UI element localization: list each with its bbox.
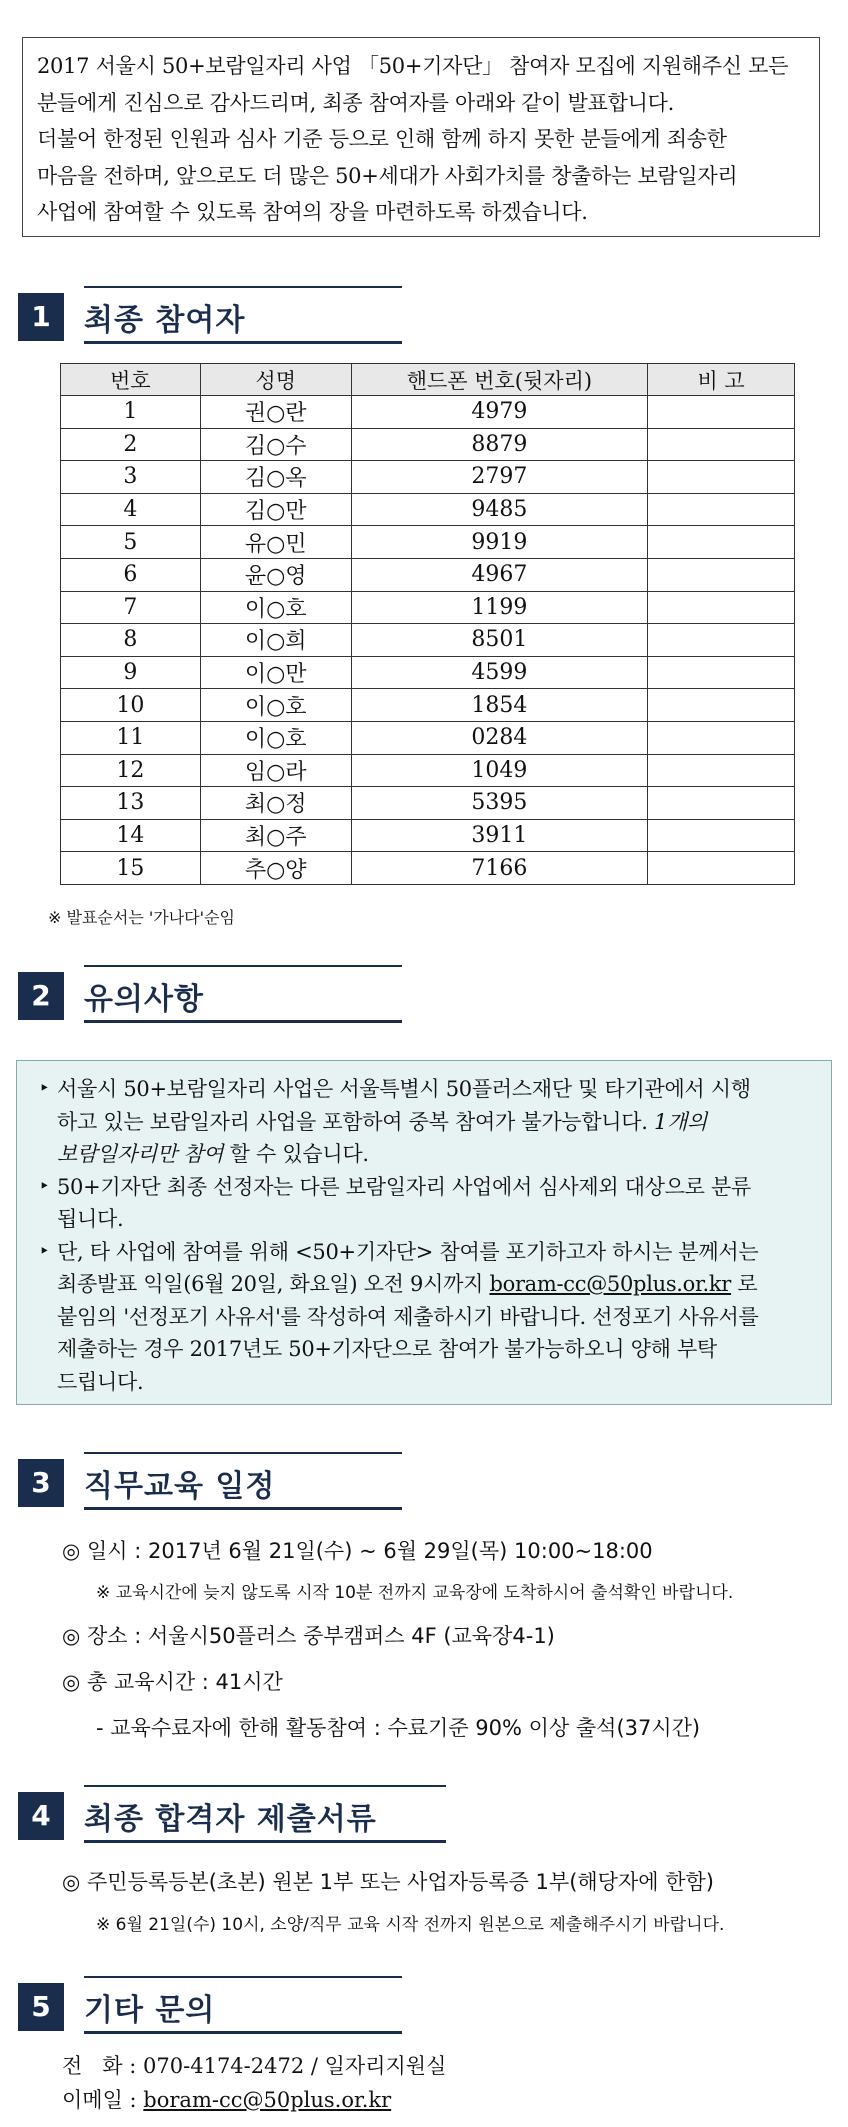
header-remarks: 비 고 — [648, 364, 795, 396]
cell-number: 12 — [61, 754, 201, 787]
schedule-place: ◎ 장소 : 서울시50플러스 중부캠퍼스 4F (교육장4-1) — [62, 1624, 555, 1648]
notice-text: 제출하는 경우 2017년도 50+기자단으로 참여가 불가능하오니 양해 부탁 — [57, 1337, 717, 1361]
cell-name: 김○만 — [200, 493, 351, 526]
schedule-hours: ◎ 총 교육시간 : 41시간 — [62, 1670, 283, 1694]
table-row — [61, 526, 795, 559]
notice-text: 50+기자단 최종 선정자는 다른 보람일자리 사업에서 심사제외 대상으로 분류 — [57, 1174, 751, 1199]
cell-number: 8 — [61, 624, 201, 657]
cell-name: 이○호 — [200, 721, 351, 754]
cell-name: 유○민 — [200, 526, 351, 559]
cell-phone: 2797 — [351, 461, 648, 494]
section-title: 최종 합격자 제출서류 — [84, 1802, 377, 1837]
schedule-date-note: ※ 교육시간에 늦지 않도록 시작 10분 전까지 교육장에 도착하시어 출석확인 바랍니다. — [96, 1583, 734, 1603]
notice-text: 할 수 있습니다. — [229, 1142, 369, 1166]
section-title: 기타 문의 — [84, 1993, 216, 2028]
section-title: 유의사항 — [84, 982, 204, 1017]
cell-phone: 8879 — [351, 428, 648, 461]
cell-phone: 5395 — [351, 787, 648, 820]
cell-phone: 1199 — [351, 591, 648, 624]
cell-remarks — [648, 721, 795, 754]
cell-number: 4 — [61, 493, 201, 526]
cell-phone: 7166 — [351, 852, 648, 885]
cell-number: 3 — [61, 461, 201, 494]
cell-name: 최○주 — [200, 819, 351, 852]
table-row — [61, 689, 795, 722]
notice-text: 붙임의 '선정포기 사유서'를 작성하여 제출하시기 바랍니다. 선정포기 사유서를 — [57, 1304, 759, 1329]
table-row — [61, 721, 795, 754]
contact-email-label: 이메일 : — [62, 2088, 137, 2112]
cell-phone: 1049 — [351, 754, 648, 787]
header-phone: 핸드폰 번호(뒷자리) — [351, 364, 648, 396]
cell-phone: 9485 — [351, 493, 648, 526]
cell-name: 권○란 — [200, 396, 351, 429]
cell-number: 2 — [61, 428, 201, 461]
table-row — [61, 493, 795, 526]
header-rule — [84, 1507, 402, 1510]
cell-phone: 4599 — [351, 656, 648, 689]
notice-text: 로 — [737, 1272, 758, 1296]
documents-note: ※ 6월 21일(수) 10시, 소양/직무 교육 시작 전까지 원본으로 제출해주시기 바랍니다. — [96, 1915, 725, 1935]
cell-remarks — [648, 558, 795, 591]
bullet-icon: ‣ — [39, 1175, 50, 1197]
notice-item — [39, 1073, 817, 1171]
table-row — [61, 624, 795, 657]
cell-remarks — [648, 428, 795, 461]
cell-remarks — [648, 787, 795, 820]
cell-remarks — [648, 852, 795, 885]
documents-line: ◎ 주민등록등본(초본) 원본 1부 또는 사업자등록증 1부(해당자에 한함) — [62, 1870, 714, 1894]
table-row — [61, 591, 795, 624]
bullet-icon: ‣ — [39, 1078, 50, 1099]
cell-remarks — [648, 396, 795, 429]
cell-number: 10 — [61, 689, 201, 722]
cell-phone: 8501 — [351, 624, 648, 657]
section-number: 1 — [18, 293, 64, 341]
bullet-icon: ‣ — [39, 1240, 50, 1262]
cell-name: 이○호 — [200, 591, 351, 624]
cell-name: 김○옥 — [200, 461, 351, 494]
cell-remarks — [648, 754, 795, 787]
header-rule — [84, 1840, 446, 1843]
section-title: 최종 참여자 — [84, 303, 246, 338]
intro-line: 분들에게 진심으로 감사드리며, 최종 참여자를 아래와 같이 발표합니다. — [37, 90, 674, 115]
header-rule — [84, 286, 402, 288]
contact-phone: 070-4174-2472 / 일자리지원실 — [143, 2054, 447, 2078]
table-row — [61, 819, 795, 852]
cell-number: 11 — [61, 721, 201, 754]
table-row — [61, 852, 795, 885]
intro-line: 2017 서울시 50+보람일자리 사업 「50+기자단」 참여자 모집에 지원해주신 모든 — [37, 54, 789, 78]
contact-email-row — [62, 2084, 391, 2114]
cell-number: 6 — [61, 558, 201, 591]
header-rule — [84, 1785, 446, 1787]
section-number: 4 — [18, 1792, 64, 1840]
notice-text: 하고 있는 보람일자리 사업을 포함하여 중복 참여가 불가능합니다. — [57, 1109, 648, 1134]
cell-phone: 1854 — [351, 689, 648, 722]
cell-name: 이○만 — [200, 656, 351, 689]
table-row — [61, 428, 795, 461]
intro-box — [22, 37, 820, 237]
section-number: 2 — [18, 972, 64, 1020]
section-number: 3 — [18, 1459, 64, 1507]
cell-name: 이○호 — [200, 689, 351, 722]
header-name: 성명 — [200, 364, 351, 396]
cell-remarks — [648, 591, 795, 624]
section-number: 5 — [18, 1983, 64, 2031]
cell-phone: 9919 — [351, 526, 648, 559]
table-row — [61, 396, 795, 429]
cell-remarks — [648, 493, 795, 526]
cell-remarks — [648, 819, 795, 852]
header-rule — [84, 1452, 402, 1454]
schedule-date: ◎ 일시 : 2017년 6월 21일(수) ~ 6월 29일(목) 10:00~18:00 — [62, 1539, 653, 1563]
participants-table — [60, 363, 795, 885]
cell-name: 김○수 — [200, 428, 351, 461]
header-rule — [84, 965, 402, 967]
intro-line: 마음을 전하며, 앞으로도 더 많은 50+세대가 사회가치를 창출하는 보람일자리 — [37, 163, 738, 188]
cell-name: 임○라 — [200, 754, 351, 787]
contact-phone-label: 전 화 : — [62, 2054, 137, 2078]
cell-phone: 0284 — [351, 721, 648, 754]
table-header-row — [61, 364, 795, 396]
table-row — [61, 787, 795, 820]
cell-phone: 3911 — [351, 819, 648, 852]
table-row — [61, 461, 795, 494]
table-row — [61, 754, 795, 787]
cell-phone: 4967 — [351, 558, 648, 591]
notice-text: 드립니다. — [57, 1369, 144, 1394]
cell-name: 최○정 — [200, 787, 351, 820]
cell-number: 5 — [61, 526, 201, 559]
header-rule — [84, 1976, 402, 1978]
cell-number: 13 — [61, 787, 201, 820]
notice-emphasis: 1개의 — [654, 1109, 708, 1134]
notice-box — [16, 1060, 832, 1405]
cell-number: 15 — [61, 852, 201, 885]
schedule-hours-note: - 교육수료자에 한해 활동참여 : 수료기준 90% 이상 출석(37시간) — [96, 1716, 701, 1740]
order-note: ※ 발표순서는 '가나다'순임 — [48, 908, 235, 927]
header-rule — [84, 1020, 402, 1023]
cell-name: 윤○영 — [200, 558, 351, 591]
header-rule — [84, 341, 402, 344]
notice-text: 단, 타 사업에 참여를 위해 <50+기자단> 참여를 포기하고자 하시는 분께서는 — [57, 1239, 759, 1264]
cell-name: 이○희 — [200, 624, 351, 657]
cell-number: 1 — [61, 396, 201, 429]
notice-text: 됩니다. — [57, 1207, 124, 1231]
cell-remarks — [648, 526, 795, 559]
cell-remarks — [648, 689, 795, 722]
notice-item — [39, 1236, 817, 1399]
cell-remarks — [648, 656, 795, 689]
contact-phone-row — [62, 2050, 446, 2080]
contact-email-link[interactable]: boram-cc@50plus.or.kr — [143, 2088, 392, 2112]
section-title: 직무교육 일정 — [84, 1469, 276, 1504]
table-row — [61, 558, 795, 591]
intro-line: 더불어 한정된 인원과 심사 기준 등으로 인해 함께 하지 못한 분들에게 죄송한 — [37, 127, 727, 151]
header-rule — [84, 2031, 402, 2034]
cell-number: 14 — [61, 819, 201, 852]
table-row — [61, 656, 795, 689]
intro-line: 사업에 참여할 수 있도록 참여의 장을 마련하도록 하겠습니다. — [37, 200, 588, 224]
notice-text: 서울시 50+보람일자리 사업은 서울특별시 50플러스재단 및 타기관에서 시행 — [57, 1077, 751, 1101]
cell-phone: 4979 — [351, 396, 648, 429]
cell-remarks — [648, 624, 795, 657]
cell-number: 9 — [61, 656, 201, 689]
cell-remarks — [648, 461, 795, 494]
notice-item — [39, 1171, 817, 1236]
notice-emphasis: 보람일자리만 참여 — [57, 1142, 224, 1166]
cell-name: 추○양 — [200, 852, 351, 885]
email-link[interactable]: boram-cc@50plus.or.kr — [489, 1272, 732, 1296]
notice-text: 최종발표 익일(6월 20일, 화요일) 오전 9시까지 — [57, 1272, 484, 1296]
cell-number: 7 — [61, 591, 201, 624]
header-number: 번호 — [61, 364, 201, 396]
